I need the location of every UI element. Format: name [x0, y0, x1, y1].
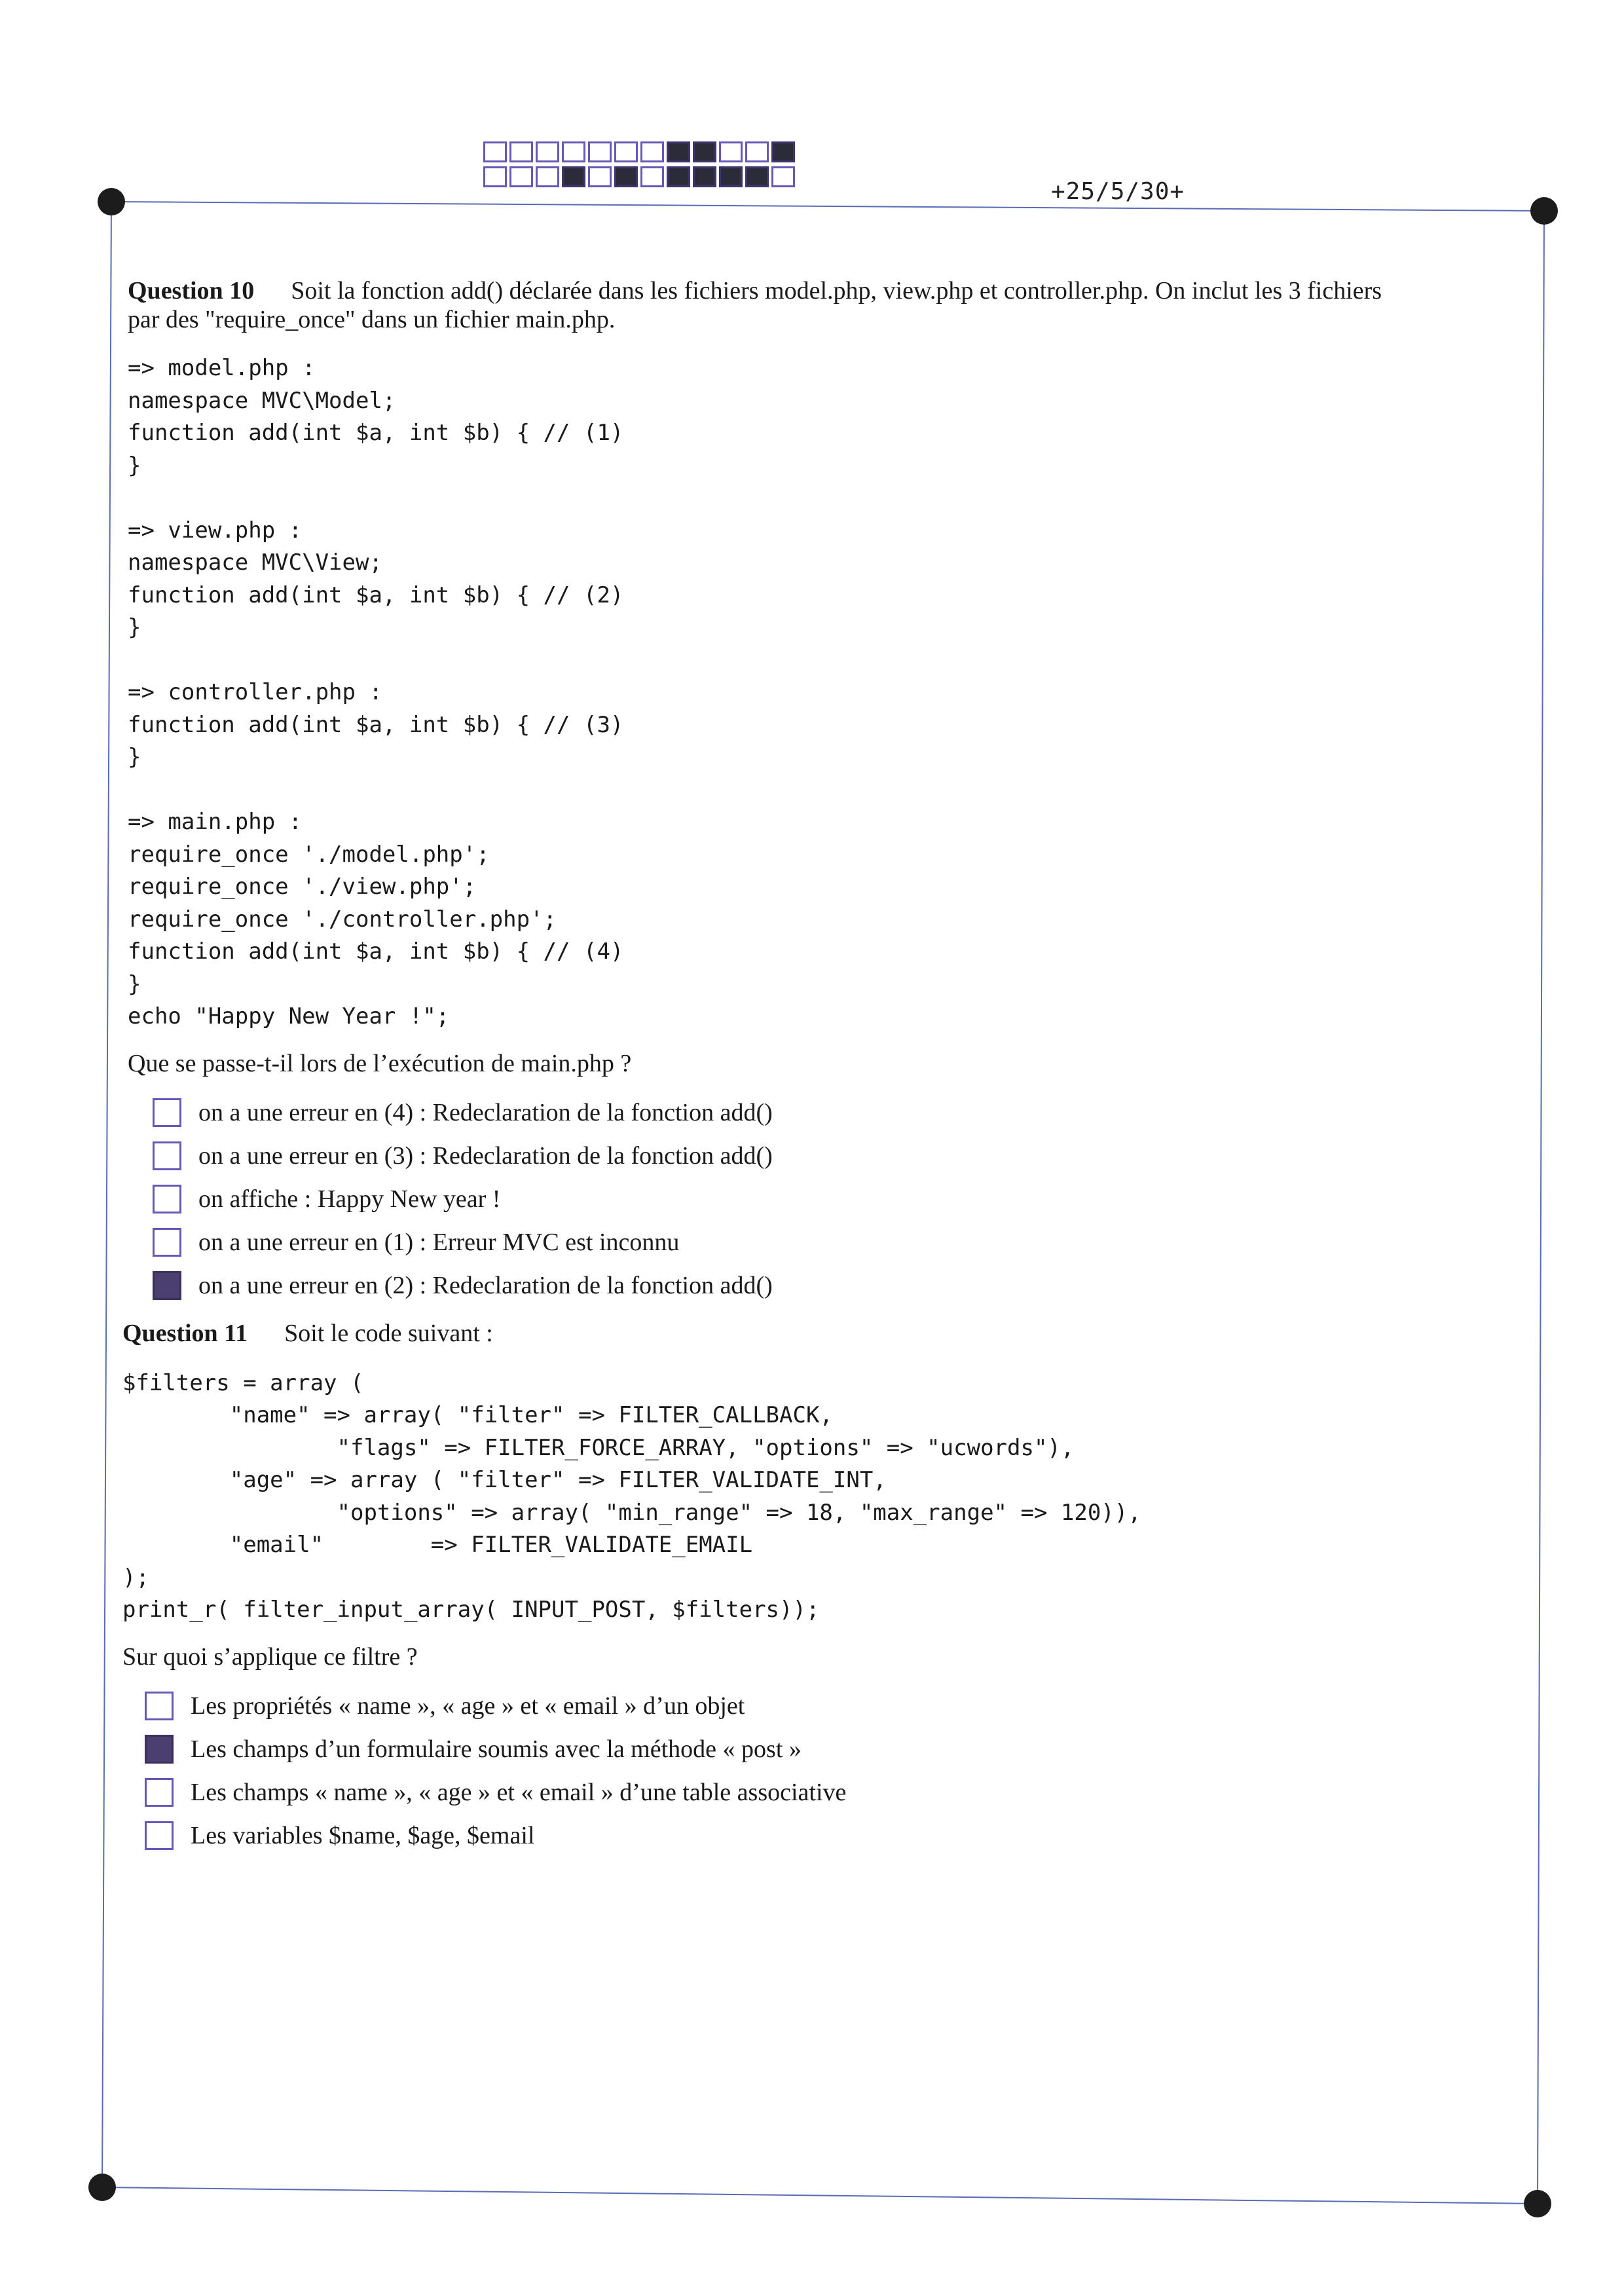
question-11-statement — [122, 1318, 1536, 1349]
answer-checkbox[interactable] — [153, 1271, 181, 1300]
code-box[interactable] — [588, 141, 612, 162]
code-box[interactable] — [509, 166, 533, 187]
answer-label: on a une erreur en (1) : Erreur MVC est inconnu — [198, 1228, 680, 1256]
code-box[interactable] — [693, 166, 716, 187]
code-box[interactable] — [719, 166, 743, 187]
question-11 — [122, 1318, 1536, 1857]
code-box[interactable] — [693, 141, 716, 162]
question-10-code: => model.php : namespace MVC\Model; function add(int $a, int $b) { // (1) } => view.php : namespace MVC\View; function add(int $a, int $b) { // (2) } => controller.php : function add(int $a, int $b) { // (3) } => main.php : require_once './model.php'; require_once './view.php'; require_once './controller.php'; function add(int $a, int $b) { // (4) } echo "Happy New Year !"; — [128, 355, 624, 1029]
answer-option[interactable] — [153, 1091, 1536, 1134]
code-box[interactable] — [509, 141, 533, 162]
corner-marker-top-right — [1530, 197, 1558, 225]
corner-marker-bottom-left — [88, 2174, 116, 2201]
answer-checkbox[interactable] — [145, 1735, 174, 1764]
code-box[interactable] — [640, 166, 664, 187]
answer-label: on a une erreur en (2) : Redeclaration de la fonction add() — [198, 1271, 773, 1299]
code-row-1 — [483, 141, 795, 162]
code-box[interactable] — [483, 141, 507, 162]
code-box[interactable] — [536, 166, 559, 187]
answer-option[interactable] — [145, 1684, 1536, 1728]
answer-option[interactable] — [153, 1221, 1536, 1264]
code-box[interactable] — [536, 141, 559, 162]
corner-marker-top-left — [98, 188, 125, 215]
answer-checkbox[interactable] — [153, 1098, 181, 1127]
page-id: +25/5/30+ — [1051, 178, 1185, 205]
code-box[interactable] — [745, 166, 769, 187]
code-box[interactable] — [483, 166, 507, 187]
question-10-text-line2: par des "require_once" dans un fichier main.php. — [128, 306, 616, 333]
answer-checkbox[interactable] — [153, 1141, 181, 1170]
code-box[interactable] — [719, 141, 743, 162]
answer-option[interactable] — [145, 1771, 1536, 1814]
answer-label: Les propriétés « name », « age » et « email » d’un objet — [191, 1692, 745, 1720]
answer-label: Les champs d’un formulaire soumis avec la méthode « post » — [191, 1735, 802, 1763]
question-10-statement — [128, 275, 1536, 306]
code-box[interactable] — [667, 166, 690, 187]
answer-checkbox[interactable] — [145, 1821, 174, 1850]
question-10-answers — [153, 1091, 1536, 1307]
student-code-boxes — [483, 141, 795, 191]
question-11-text: Soit le code suivant : — [284, 1319, 493, 1347]
question-10 — [128, 275, 1536, 1307]
code-box[interactable] — [614, 166, 638, 187]
answer-checkbox[interactable] — [145, 1778, 174, 1807]
code-box[interactable] — [771, 141, 795, 162]
question-11-prompt: Sur quoi s’applique ce filtre ? — [122, 1642, 418, 1671]
answer-label: on affiche : Happy New year ! — [198, 1185, 501, 1213]
answer-option[interactable] — [153, 1134, 1536, 1177]
answer-checkbox[interactable] — [153, 1228, 181, 1257]
code-box[interactable] — [771, 166, 795, 187]
answer-option[interactable] — [153, 1264, 1536, 1307]
code-box[interactable] — [745, 141, 769, 162]
code-box[interactable] — [562, 141, 585, 162]
question-10-text-line1: Soit la fonction add() déclarée dans les fichiers model.php, view.php et controller.php. On inclut les 3 fichiers — [291, 277, 1382, 305]
answer-option[interactable] — [153, 1177, 1536, 1221]
answer-checkbox[interactable] — [153, 1185, 181, 1213]
question-10-prompt: Que se passe-t-il lors de l’exécution de main.php ? — [128, 1049, 632, 1077]
code-box[interactable] — [640, 141, 664, 162]
answer-label: Les champs « name », « age » et « email » d’une table associative — [191, 1778, 847, 1806]
question-11-number: Question 11 — [122, 1319, 248, 1347]
answer-option[interactable] — [145, 1814, 1536, 1857]
answer-checkbox[interactable] — [145, 1692, 174, 1720]
code-box[interactable] — [667, 141, 690, 162]
code-box[interactable] — [588, 166, 612, 187]
question-11-code: $filters = array ( "name" => array( "filter" => FILTER_CALLBACK, "flags" => FILTER_FORCE_ARRAY, "options" => "ucwords"), "age" => array ( "filter" => FILTER_VALIDATE_INT, "options" => array( "min_range" => 18, "max_range" => 120)), "email" => FILTER_VALIDATE_EMAIL ); print_r( filter_input_array( INPUT_POST, $filters)); — [122, 1369, 1141, 1623]
answer-option[interactable] — [145, 1728, 1536, 1771]
exam-content — [122, 275, 1536, 1857]
code-row-2 — [483, 166, 795, 187]
question-10-number: Question 10 — [128, 277, 255, 305]
code-box[interactable] — [562, 166, 585, 187]
answer-label: on a une erreur en (3) : Redeclaration de la fonction add() — [198, 1141, 773, 1170]
corner-marker-bottom-right — [1524, 2190, 1551, 2217]
question-11-answers — [145, 1684, 1536, 1857]
answer-label: on a une erreur en (4) : Redeclaration de la fonction add() — [198, 1098, 773, 1126]
answer-label: Les variables $name, $age, $email — [191, 1821, 535, 1849]
code-box[interactable] — [614, 141, 638, 162]
